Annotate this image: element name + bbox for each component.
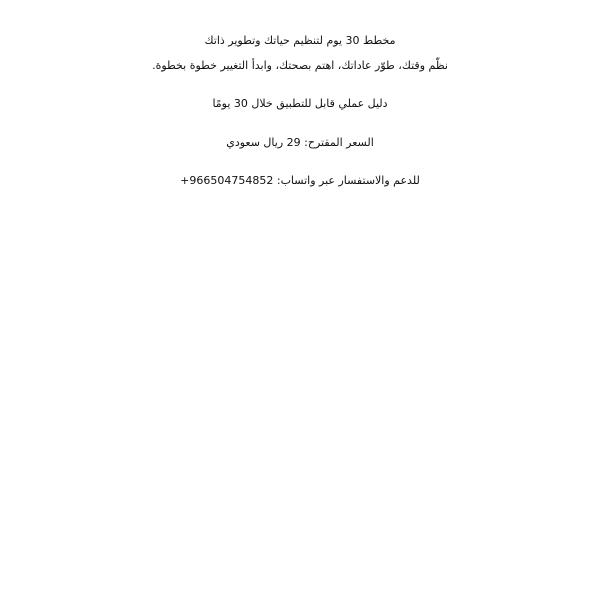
support-line [0,174,600,188]
support-label: للدعم والاستفسار عبر واتساب: [276,174,420,187]
document-title: مخطط 30 يوم لتنظيم حياتك وتطوير ذاتك [204,34,396,47]
support-phone: +966504754852 [180,174,274,187]
document-description: دليل عملي قابل للتطبيق خلال 30 يومًا [212,97,388,110]
price-text: السعر المقترح: 29 ريال سعودي [226,136,374,149]
document-tagline: نظّم وقتك، طوّر عاداتك، اهتم بصحتك، وابدأ التغيير خطوة بخطوة. [152,59,448,72]
